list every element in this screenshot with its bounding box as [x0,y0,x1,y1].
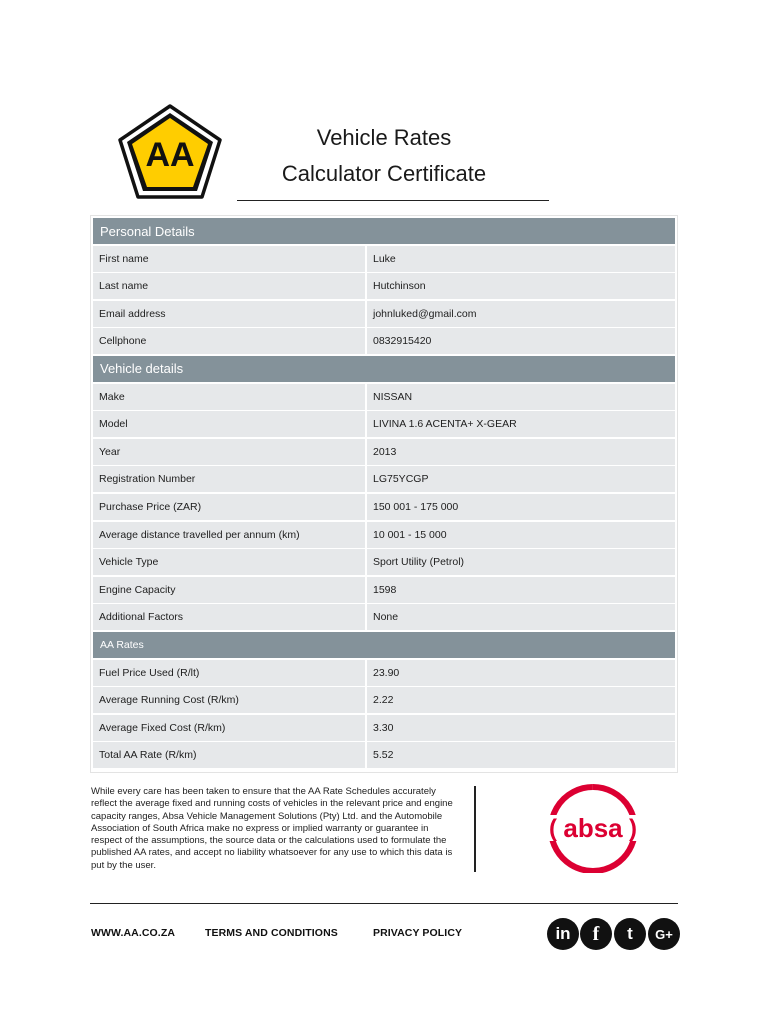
field-label: Purchase Price (ZAR) [93,494,365,520]
page-title [238,120,530,192]
field-label: Make [93,384,365,410]
title-line-1: Vehicle Rates [316,125,452,150]
section-aa-rates: AA Rates [93,632,675,658]
field-label: Average Running Cost (R/km) [93,687,365,713]
field-value: 5.52 [367,742,675,768]
field-value: Luke [367,246,675,272]
table-row [93,246,675,272]
field-label: Fuel Price Used (R/lt) [93,660,365,686]
certificate-header [0,0,768,215]
field-label: Last name [93,273,365,299]
section-vehicle-details: Vehicle details [93,356,675,382]
field-label: Cellphone [93,328,365,354]
website-link[interactable]: WWW.AA.CO.ZA [91,927,176,939]
table-row [93,660,675,686]
absa-logo-text: absa [563,813,623,843]
table-row [93,604,675,630]
table-row [93,273,675,299]
absa-bracket-left: ( [549,815,557,842]
table-row [93,494,675,520]
absa-bracket-right: ) [629,815,637,842]
field-label: Average distance travelled per annum (km) [93,522,365,548]
field-label: Model [93,411,365,437]
table-row [93,715,675,741]
field-value: NISSAN [367,384,675,410]
field-value: 2013 [367,439,675,465]
table-row [93,577,675,603]
disclaimer-divider [474,786,476,872]
field-value: LIVINA 1.6 ACENTA+ X-GEAR [367,411,675,437]
field-value: 1598 [367,577,675,603]
table-row [93,742,675,768]
table-row [93,466,675,492]
table-row [93,522,675,548]
table-row [93,411,675,437]
table-row [93,384,675,410]
field-value: 2.22 [367,687,675,713]
field-value: johnluked@gmail.com [367,301,675,327]
section-personal-details: Personal Details [93,218,675,244]
aa-logo-text: AA [145,136,195,174]
field-label: Additional Factors [93,604,365,630]
disclaimer-text: While every care has been taken to ensure that the AA Rate Schedules accurately reflect the average fixed and running costs of vehicles in the relevant price and engine capacity ranges, Absa Vehicle Management Solutions (Pty) Ltd. and the Automobile Association of South Africa make no express or implied warranty or guarantee in respect of the assumptions, the source data or the calculations used to formulate the published AA rates, and accept no liability whatsoever for any use to which this data is put by the user. [91,786,453,871]
field-label: Email address [93,301,365,327]
field-value: LG75YCGP [367,466,675,492]
title-line-2: Calculator Certificate [281,161,487,186]
field-value: 23.90 [367,660,675,686]
aa-logo [116,103,224,201]
field-label: First name [93,246,365,272]
title-divider [237,200,549,201]
table-row [93,328,675,354]
field-value: 3.30 [367,715,675,741]
twitter-icon[interactable]: t [614,918,646,950]
field-label: Total AA Rate (R/km) [93,742,365,768]
facebook-icon[interactable]: f [580,918,612,950]
table-row [93,301,675,327]
details-table [90,215,678,773]
field-label: Vehicle Type [93,549,365,575]
absa-logo [546,783,640,873]
field-value: Hutchinson [367,273,675,299]
field-value: Sport Utility (Petrol) [367,549,675,575]
field-label: Year [93,439,365,465]
field-value: 10 001 - 15 000 [367,522,675,548]
google-plus-icon[interactable]: G+ [648,918,680,950]
table-row [93,439,675,465]
field-value: None [367,604,675,630]
terms-link[interactable]: TERMS AND CONDITIONS [205,927,338,939]
table-row [93,549,675,575]
field-label: Engine Capacity [93,577,365,603]
linkedin-icon[interactable]: in [547,918,579,950]
field-label: Registration Number [93,466,365,492]
field-value: 0832915420 [367,328,675,354]
field-value: 150 001 - 175 000 [367,494,675,520]
footer-divider [90,903,678,904]
field-label: Average Fixed Cost (R/km) [93,715,365,741]
table-row [93,687,675,713]
privacy-link[interactable]: PRIVACY POLICY [373,927,463,939]
